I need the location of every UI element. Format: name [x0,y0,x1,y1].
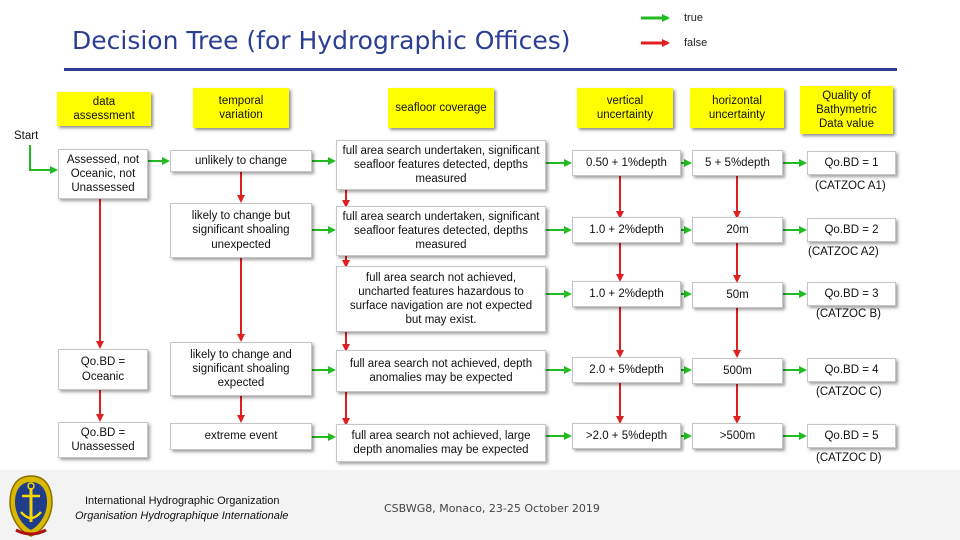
title-divider [64,68,897,71]
node-quality-4: Qo.BD = 4 [807,358,896,382]
node-coverage-4: full area search not achieved, depth anomalies may be expected [336,350,546,392]
catzoc-a1: (CATZOC A1) [815,180,886,192]
node-quality-1: Qo.BD = 1 [807,151,896,175]
legend-false-label: false [684,37,708,49]
node-oceanic: Qo.BD = Oceanic [58,349,148,390]
node-horizontal-1: 5 + 5%depth [692,150,783,176]
iho-emblem-icon [6,474,56,538]
node-horizontal-2: 20m [692,217,783,243]
legend-true-label: true [684,12,703,24]
catzoc-d: (CATZOC D) [816,452,882,464]
node-coverage-5: full area search not achieved, large depth anomalies may be expected [336,424,546,462]
node-vertical-4: 2.0 + 5%depth [572,357,681,383]
org-name-en: International Hydrographic Organization [85,495,280,507]
node-extreme-event: extreme event [170,423,312,450]
node-coverage-3: full area search not achieved, uncharted features hazardous to surface navigation are not expected but may exist. [336,266,546,332]
page-title: Decision Tree (for Hydrographic Offices) [72,26,571,55]
node-quality-5: Qo.BD = 5 [807,424,896,448]
header-temporal-variation: temporal variation [193,88,289,128]
catzoc-c: (CATZOC C) [816,386,882,398]
node-quality-3: Qo.BD = 3 [807,282,896,306]
header-seafloor-coverage: seafloor coverage [388,88,494,128]
node-unlikely-to-change: unlikely to change [170,150,312,172]
header-horizontal-uncertainty: horizontal uncertainty [690,88,784,128]
start-arrow [30,145,56,170]
node-unassessed: Qo.BD = Unassessed [58,422,148,458]
node-horizontal-5: >500m [692,423,783,449]
node-horizontal-3: 50m [692,282,783,308]
header-quality-value: Quality of Bathymetric Data value [800,86,893,134]
node-vertical-1: 0.50 + 1%depth [572,150,681,176]
catzoc-a2: (CATZOC A2) [808,246,879,258]
node-coverage-2: full area search undertaken, significant seafloor features detected, depths measured [336,206,546,256]
start-label: Start [14,130,39,142]
org-name-fr: Organisation Hydrographique Internationale [75,510,289,522]
catzoc-b: (CATZOC B) [816,308,881,320]
node-coverage-1: full area search undertaken, significant seafloor features detected, depths measured [336,140,546,190]
node-vertical-2: 1.0 + 2%depth [572,217,681,243]
node-assessed: Assessed, not Oceanic, not Unassessed [58,149,148,199]
header-data-assessment: data assessment [57,92,151,126]
conference-label: CSBWG8, Monaco, 23-25 October 2019 [384,502,600,515]
node-horizontal-4: 500m [692,358,783,384]
node-quality-2: Qo.BD = 2 [807,218,896,242]
node-likely-shoaling-unexpected: likely to change but significant shoaling unexpected [170,203,312,258]
node-vertical-5: >2.0 + 5%depth [572,423,681,449]
node-likely-shoaling-expected: likely to change and significant shoaling expected [170,342,312,396]
header-vertical-uncertainty: vertical uncertainty [577,88,673,128]
node-vertical-3: 1.0 + 2%depth [572,281,681,307]
